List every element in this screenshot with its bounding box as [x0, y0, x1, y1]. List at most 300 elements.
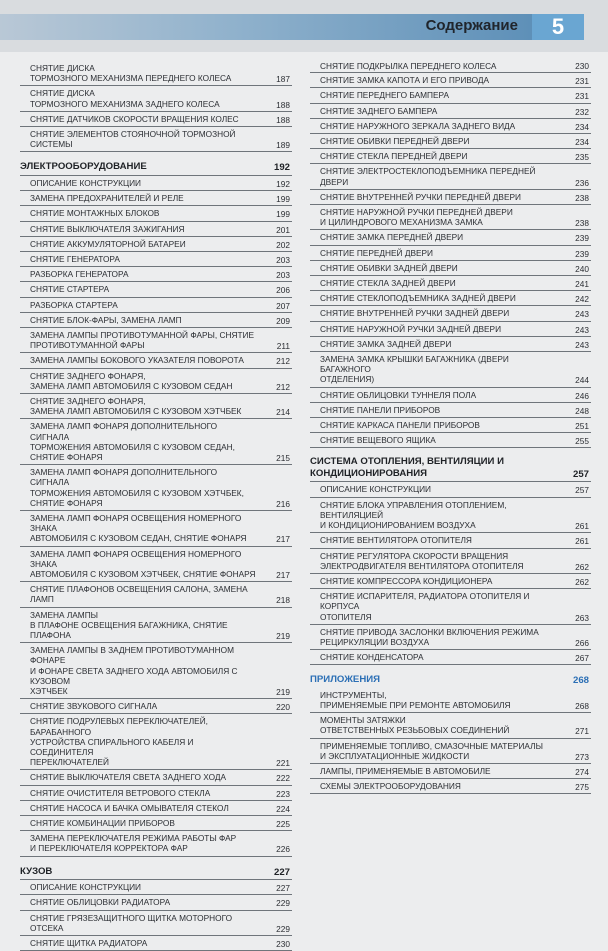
- toc-section-title: [20, 866, 292, 878]
- toc-line: ЗАМЕНА ПЕРЕКЛЮЧАТЕЛЯ РЕЖИМА РАБОТЫ ФАР: [30, 833, 237, 844]
- toc-page-number: 219: [276, 687, 290, 698]
- toc-entry: [20, 298, 292, 313]
- toc-entry-title: [20, 610, 292, 641]
- toc-page-number: 238: [575, 218, 589, 229]
- toc-entry: [20, 176, 292, 191]
- toc-entry-title: [20, 239, 292, 249]
- toc-entry: [310, 433, 591, 448]
- toc-line: СНЯТИЕ ЗАДНЕГО БАМПЕРА: [320, 105, 438, 116]
- toc-page-number: 242: [575, 294, 589, 305]
- toc-page-number: 189: [276, 140, 290, 151]
- toc-line: ИНСТРУМЕНТЫ,: [320, 689, 387, 700]
- toc-line: ЗАМЕНА ЛАМП ФОНАРЯ ОСВЕЩЕНИЯ НОМЕРНОГО ЗНАКА: [30, 548, 242, 569]
- toc-page-number: 235: [575, 152, 589, 163]
- toc-line: СНЯТИЕ КАРКАСА ПАНЕЛИ ПРИБОРОВ: [320, 420, 480, 431]
- toc-entry-title: [20, 315, 292, 325]
- toc-entry: [20, 191, 292, 206]
- toc-line: ОТДЕЛЕНИЯ): [320, 374, 375, 385]
- toc-line: СИСТЕМА ОТОПЛЕНИЯ, ВЕНТИЛЯЦИИ И: [310, 456, 504, 468]
- toc-page-number: 227: [273, 866, 290, 878]
- toc-line: СНЯТИЕ АККУМУЛЯТОРНОЙ БАТАРЕИ: [30, 238, 186, 249]
- toc-line: СНЯТИЕ ОБЛИЦОВКИ РАДИАТОРА: [30, 897, 171, 908]
- toc-page-number: 222: [276, 773, 290, 784]
- toc-page-number: 230: [276, 939, 290, 949]
- toc-line: И ЦИЛИНДРОВОГО МЕХАНИЗМА ЗАМКА: [320, 217, 483, 228]
- toc-page-number: 266: [575, 637, 589, 648]
- toc-page-number: 192: [276, 178, 290, 189]
- toc-line: СНЯТИЕ ДАТЧИКОВ СКОРОСТИ ВРАЩЕНИЯ КОЛЕС: [30, 113, 239, 124]
- toc-entry-title: [310, 551, 591, 571]
- toc-page-number: 215: [276, 452, 290, 463]
- toc-page-number: 218: [276, 595, 290, 606]
- toc-entry: [20, 547, 292, 583]
- toc-entry: [310, 403, 591, 418]
- toc-entry: [310, 190, 591, 205]
- toc-entry-title: [20, 897, 292, 907]
- toc-line: РАЗБОРКА СТАРТЕРА: [30, 299, 118, 310]
- toc-line: СНЯТИЕ КОНДЕНСАТОРА: [320, 652, 424, 663]
- toc-line: КОНДИЦИОНИРОВАНИЯ: [310, 467, 427, 479]
- toc-page-number: 188: [276, 99, 290, 110]
- toc-line: ТОРМОЗНОГО МЕХАНИЗМА ПЕРЕДНЕГО КОЛЕСА: [30, 73, 232, 84]
- toc-line: СНЯТИЕ ФОНАРЯ: [30, 497, 103, 508]
- toc-entry-title: [310, 278, 591, 288]
- toc-line: МОМЕНТЫ ЗАТЯЖКИ: [320, 715, 406, 726]
- toc-entry: [310, 739, 591, 764]
- toc-line: СНЯТИЕ ОБИВКИ ПЕРЕДНЕЙ ДВЕРИ: [320, 136, 470, 147]
- toc-entry: [310, 688, 591, 713]
- toc-entry: [310, 164, 591, 189]
- toc-line: ТОРМОЖЕНИЯ АВТОМОБИЛЯ С КУЗОВОМ ХЭТЧБЕК,: [30, 487, 244, 498]
- toc-entry: [310, 134, 591, 149]
- toc-entry-title: [20, 584, 292, 604]
- toc-entry: [20, 353, 292, 368]
- toc-right-column: [310, 61, 591, 794]
- toc-left-column: [20, 61, 292, 951]
- toc-line: СНЯТИЕ ЭЛЕКТРОСТЕКЛОПОДЪЕМНИКА ПЕРЕДНЕЙ ДВЕРИ: [320, 166, 536, 187]
- toc-entry: [310, 589, 591, 625]
- toc-line: РАЗБОРКА ГЕНЕРАТОРА: [30, 269, 129, 280]
- toc-page-number: 257: [575, 485, 589, 496]
- toc-entry-title: [20, 803, 292, 813]
- toc-line: ЛАМПЫ, ПРИМЕНЯЕМЫЕ В АВТОМОБИЛЕ: [320, 766, 491, 777]
- toc-entry: [310, 533, 591, 548]
- toc-entry-title: [310, 484, 591, 494]
- toc-line: ОПИСАНИЕ КОНСТРУКЦИИ: [30, 882, 142, 893]
- toc-page-number: 206: [276, 285, 290, 296]
- page-number: 5: [532, 14, 584, 40]
- toc-entry-title: [20, 330, 292, 350]
- toc-entry: [310, 625, 591, 650]
- toc-entry: [310, 388, 591, 403]
- toc-entry-title: [310, 420, 591, 430]
- toc-line: СНЯТИЕ СТЕКЛА ПЕРЕДНЕЙ ДВЕРИ: [320, 151, 468, 162]
- toc-line: СНЯТИЕ БЛОК-ФАРЫ, ЗАМЕНА ЛАМП: [30, 314, 182, 325]
- toc-line: ЗАМЕНА ЛАМП АВТОМОБИЛЯ С КУЗОВОМ СЕДАН: [30, 380, 233, 391]
- toc-line: СНЯТИЕ СТАРТЕРА: [30, 284, 110, 295]
- toc-entry-title: [20, 300, 292, 310]
- toc-page-number: 188: [276, 114, 290, 125]
- toc-entry-title: [310, 121, 591, 131]
- toc-line: СНЯТИЕ ИСПАРИТЕЛЯ, РАДИАТОРА ОТОПИТЕЛЯ И КОРПУСА: [320, 591, 530, 612]
- toc-entry-title: [20, 701, 292, 711]
- toc-line: СНЯТИЕ СТЕКЛА ЗАДНЕЙ ДВЕРИ: [320, 278, 456, 289]
- toc-line: И ПЕРЕКЛЮЧАТЕЛЯ КОРРЕКТОРА ФАР: [30, 843, 188, 854]
- toc-section-title: [20, 161, 292, 173]
- toc-entry: [20, 267, 292, 282]
- toc-section: [20, 152, 292, 176]
- toc-entry-title: [310, 166, 591, 186]
- toc-entry-title: [310, 781, 591, 791]
- toc-section: [20, 857, 292, 881]
- toc-line: ПРОТИВОТУМАННОЙ ФАРЫ: [30, 340, 145, 351]
- toc-line: СНЯТИЕ КОМПРЕССОРА КОНДИЦИОНЕРА: [320, 575, 493, 586]
- toc-entry-title: [310, 207, 591, 227]
- toc-entry: [20, 394, 292, 419]
- toc-line: СНЯТИЕ ВЕНТИЛЯТОРА ОТОПИТЕЛЯ: [320, 535, 472, 546]
- toc-entry-title: [310, 106, 591, 116]
- header-title: Содержание: [425, 17, 518, 34]
- toc-page-number: 238: [575, 192, 589, 203]
- toc-entry: [310, 261, 591, 276]
- toc-entry-title: [310, 405, 591, 415]
- toc-page-number: 227: [276, 883, 290, 894]
- toc-page-number: 217: [276, 570, 290, 581]
- toc-entry-title: [20, 772, 292, 782]
- toc-entry-title: [310, 293, 591, 303]
- toc-line: ЭЛЕКТРОДВИГАТЕЛЯ ВЕНТИЛЯТОРА ОТОПИТЕЛЯ: [320, 560, 524, 571]
- toc-entry-title: [20, 938, 292, 948]
- toc-page-number: 231: [575, 91, 589, 102]
- toc-entry: [20, 880, 292, 895]
- toc-entry: [310, 230, 591, 245]
- toc-page-number: 267: [575, 653, 589, 664]
- toc-line: ТОРМОЖЕНИЯ АВТОМОБИЛЯ С КУЗОВОМ СЕДАН,: [30, 441, 235, 452]
- toc-entry: [310, 119, 591, 134]
- toc-entry-title: [20, 913, 292, 933]
- toc-entry: [310, 322, 591, 337]
- toc-entry: [20, 801, 292, 816]
- toc-line: ЗАМЕНА ЛАМП ФОНАРЯ ДОПОЛНИТЕЛЬНОГО СИГНАЛА: [30, 467, 218, 488]
- toc-entry: [20, 112, 292, 127]
- toc-line: ПРИМЕНЯЕМЫЕ ТОПЛИВО, СМАЗОЧНЫЕ МАТЕРИАЛЫ: [320, 740, 543, 751]
- toc-entry: [310, 337, 591, 352]
- toc-entry-title: [310, 535, 591, 545]
- toc-entry-title: [310, 61, 591, 71]
- toc-page-number: 199: [276, 194, 290, 205]
- toc-entry-title: [310, 90, 591, 100]
- toc-entry: [20, 313, 292, 328]
- toc-entry-title: [310, 232, 591, 242]
- toc-entry-title: [310, 308, 591, 318]
- toc-line: КУЗОВ: [20, 865, 53, 877]
- toc-entry-title: [310, 766, 591, 776]
- toc-entry: [20, 369, 292, 394]
- toc-entry: [20, 127, 292, 152]
- toc-page-number: 236: [575, 177, 589, 188]
- toc-entry-title: [310, 263, 591, 273]
- toc-entry: [310, 650, 591, 665]
- toc-page-number: 248: [575, 405, 589, 416]
- toc-page-number: 199: [276, 209, 290, 220]
- toc-entry-title: [20, 254, 292, 264]
- toc-page-number: 203: [276, 270, 290, 281]
- toc-page-number: 239: [575, 248, 589, 259]
- toc-line: СНЯТИЕ ЗАМКА ЗАДНЕЙ ДВЕРИ: [320, 338, 452, 349]
- toc-line: ОПИСАНИЕ КОНСТРУКЦИИ: [320, 484, 432, 495]
- toc-entry-title: [20, 129, 292, 149]
- toc-entry: [310, 498, 591, 534]
- toc-entry-title: [20, 645, 292, 696]
- toc-entry-title: [310, 151, 591, 161]
- toc-line: СНЯТИЕ НАСОСА И БАЧКА ОМЫВАТЕЛЯ СТЕКОЛ: [30, 802, 229, 813]
- toc-entry: [310, 549, 591, 574]
- toc-line: СНЯТИЕ КОМБИНАЦИИ ПРИБОРОВ: [30, 818, 175, 829]
- toc-page-number: 214: [276, 407, 290, 418]
- toc-page-number: 231: [575, 76, 589, 87]
- toc-page-number: 243: [575, 339, 589, 350]
- toc-page-number: 216: [276, 498, 290, 509]
- toc-line: В ПЛАФОНЕ ОСВЕЩЕНИЯ БАГАЖНИКА, СНЯТИЕ ПЛАФОНА: [30, 619, 228, 641]
- toc-entry: [20, 831, 292, 856]
- toc-line: ПРИЛОЖЕНИЯ: [310, 674, 381, 686]
- toc-line: ЗАМЕНА ЛАМПЫ: [30, 609, 99, 620]
- toc-entry: [310, 418, 591, 433]
- toc-page-number: 261: [575, 536, 589, 547]
- toc-line: СНЯТИЕ ВНУТРЕННЕЙ РУЧКИ ПЕРЕДНЕЙ ДВЕРИ: [320, 191, 521, 202]
- toc-page-number: 217: [276, 534, 290, 545]
- toc-page-number: 234: [575, 121, 589, 132]
- toc-line: СНЯТИЕ СТЕКЛОПОДЪЕМНИКА ЗАДНЕЙ ДВЕРИ: [320, 293, 516, 304]
- toc-page-number: 223: [276, 788, 290, 799]
- toc-entry: [310, 246, 591, 261]
- toc-line: ОТВЕТСТВЕННЫХ РЕЗЬБОВЫХ СОЕДИНЕНИЙ: [320, 725, 510, 736]
- toc-entry: [310, 764, 591, 779]
- toc-entry: [20, 699, 292, 714]
- toc-entry: [20, 643, 292, 699]
- toc-section-title: [310, 456, 591, 479]
- toc-page-number: 241: [575, 279, 589, 290]
- toc-entry: [20, 582, 292, 607]
- toc-page-number: 261: [575, 521, 589, 532]
- toc-page-number: 209: [276, 315, 290, 326]
- toc-entry-title: [310, 435, 591, 445]
- toc-entry-title: [310, 690, 591, 710]
- toc-entry: [20, 770, 292, 785]
- toc-section: [310, 665, 591, 688]
- toc-line: АВТОМОБИЛЯ С КУЗОВОМ ХЭТЧБЕК, СНЯТИЕ ФОНАРЯ: [30, 569, 256, 580]
- toc-entry-title: [310, 136, 591, 146]
- toc-entry: [310, 291, 591, 306]
- toc-page-number: 212: [276, 381, 290, 392]
- toc-entry-title: [310, 652, 591, 662]
- toc-entry-title: [20, 63, 292, 83]
- toc-entry-title: [20, 467, 292, 508]
- toc-entry-title: [20, 193, 292, 203]
- toc-entry: [310, 779, 591, 794]
- toc-entry: [310, 352, 591, 388]
- toc-entry-title: [20, 549, 292, 580]
- toc-entry-title: [20, 224, 292, 234]
- toc-line: СНЯТИЕ ОБИВКИ ЗАДНЕЙ ДВЕРИ: [320, 262, 458, 273]
- toc-line: СНЯТИЕ НАРУЖНОЙ РУЧКИ ЗАДНЕЙ ДВЕРИ: [320, 323, 502, 334]
- toc-entry-title: [20, 421, 292, 462]
- toc-line: СНЯТИЕ ПОДРУЛЕВЫХ ПЕРЕКЛЮЧАТЕЛЕЙ, БАРАБАННОГО: [30, 716, 208, 737]
- toc-entry: [20, 61, 292, 86]
- toc-entry-title: [310, 339, 591, 349]
- toc-page-number: 219: [276, 631, 290, 642]
- toc-entry: [310, 574, 591, 589]
- toc-entry-title: [20, 833, 292, 853]
- toc-page-number: 230: [575, 61, 589, 71]
- toc-entry: [310, 73, 591, 88]
- toc-entry: [310, 276, 591, 291]
- toc-line: УСТРОЙСТВА СПИРАЛЬНОГО КАБЕЛЯ И СОЕДИНИТЕЛЯ: [30, 736, 194, 758]
- toc-page-number: 229: [276, 923, 290, 934]
- toc-line: ПЕРЕКЛЮЧАТЕЛЕЙ: [30, 757, 109, 768]
- toc-line: СНЯТИЕ ВЫКЛЮЧАТЕЛЯ СВЕТА ЗАДНЕГО ХОДА: [30, 772, 226, 783]
- toc-page-number: 203: [276, 254, 290, 265]
- toc-line: СНЯТИЕ НАРУЖНОЙ РУЧКИ ПЕРЕДНЕЙ ДВЕРИ: [320, 207, 513, 218]
- toc-entry: [20, 895, 292, 910]
- toc-page-number: 224: [276, 803, 290, 814]
- toc-line: АВТОМОБИЛЯ С КУЗОВОМ СЕДАН, СНЯТИЕ ФОНАРЯ: [30, 533, 247, 544]
- toc-line: СНЯТИЕ ЗВУКОВОГО СИГНАЛА: [30, 701, 158, 712]
- toc-line: РЕЦИРКУЛЯЦИИ ВОЗДУХА: [320, 636, 430, 647]
- toc-page-number: 268: [575, 701, 589, 712]
- toc-entry: [20, 714, 292, 770]
- toc-entry: [20, 222, 292, 237]
- toc-entry-title: [310, 715, 591, 735]
- toc-line: СНЯТИЕ ПЕРЕДНЕГО БАМПЕРА: [320, 90, 450, 101]
- toc-line: ОТОПИТЕЛЯ: [320, 611, 372, 622]
- toc-entry-title: [20, 371, 292, 391]
- toc-line: СНЯТИЕ ОБЛИЦОВКИ ТУННЕЛЯ ПОЛА: [320, 389, 477, 400]
- toc-line: СНЯТИЕ ДИСКА: [30, 63, 95, 73]
- toc-entry: [310, 149, 591, 164]
- toc-line: ХЭТЧБЕК: [30, 686, 68, 697]
- toc-page-number: 251: [575, 421, 589, 432]
- toc-page-number: 232: [575, 106, 589, 117]
- toc-entry: [20, 786, 292, 801]
- toc-entry: [20, 511, 292, 547]
- toc-entry-title: [310, 248, 591, 258]
- toc-entry-title: [310, 75, 591, 85]
- toc-entry-title: [20, 355, 292, 365]
- toc-entry: [20, 328, 292, 353]
- toc-line: И ФОНАРЕ СВЕТА ЗАДНЕГО ХОДА АВТОМОБИЛЯ С КУЗОВОМ: [30, 665, 238, 686]
- toc-line: И КОНДИЦИОНИРОВАНИЕМ ВОЗДУХА: [320, 520, 476, 531]
- toc-entry-title: [20, 269, 292, 279]
- toc-entry: [20, 816, 292, 831]
- toc-page-number: 243: [575, 309, 589, 320]
- toc-line: ЗАМЕНА ЛАМПЫ БОКОВОГО УКАЗАТЕЛЯ ПОВОРОТА: [30, 355, 244, 366]
- toc-entry: [20, 419, 292, 465]
- toc-line: СНЯТИЕ НАРУЖНОГО ЗЕРКАЛА ЗАДНЕГО ВИДА: [320, 120, 516, 131]
- toc-page-number: 221: [276, 758, 290, 769]
- toc-entry: [310, 713, 591, 738]
- toc-line: ЗАМЕНА ЛАМПЫ ПРОТИВОТУМАННОЙ ФАРЫ, СНЯТИЕ: [30, 329, 255, 340]
- toc-entry-title: [310, 741, 591, 761]
- toc-page-number: 220: [276, 702, 290, 713]
- toc-entry-title: [20, 88, 292, 108]
- toc-page-number: 246: [575, 390, 589, 401]
- toc-entry: [310, 205, 591, 230]
- toc-entry-title: [310, 627, 591, 647]
- toc-page-number: 211: [276, 341, 290, 352]
- toc-entry: [20, 936, 292, 951]
- toc-entry-title: [310, 500, 591, 531]
- toc-entry-title: [20, 513, 292, 544]
- toc-section-title: [310, 674, 591, 686]
- toc-line: СНЯТИЕ ГРЯЗЕЗАЩИТНОГО ЩИТКА МОТОРНОГО ОТСЕКА: [30, 912, 233, 933]
- toc-entry: [20, 252, 292, 267]
- toc-entry: [310, 104, 591, 119]
- toc-page-number: 244: [575, 375, 589, 386]
- toc-entry-title: [310, 591, 591, 622]
- toc-entry-title: [310, 390, 591, 400]
- toc-entry: [20, 86, 292, 111]
- toc-page-number: 274: [575, 767, 589, 778]
- toc-line: СНЯТИЕ ПЕРЕДНЕЙ ДВЕРИ: [320, 247, 434, 258]
- toc-line: СНЯТИЕ ЗАМКА КАПОТА И ЕГО ПРИВОДА: [320, 75, 490, 86]
- toc-entry-title: [20, 882, 292, 892]
- toc-line: СНЯТИЕ ДИСКА: [30, 88, 95, 99]
- toc-line: СНЯТИЕ ГЕНЕРАТОРА: [30, 253, 120, 264]
- toc-page-number: 271: [575, 726, 589, 737]
- toc-page-number: 243: [575, 324, 589, 335]
- toc-line: СНЯТИЕ ЗАМКА ПЕРЕДНЕЙ ДВЕРИ: [320, 232, 464, 243]
- toc-page-number: 187: [276, 74, 290, 85]
- toc-page-number: 262: [575, 561, 589, 572]
- toc-line: СНЯТИЕ ЗАДНЕГО ФОНАРЯ,: [30, 370, 146, 381]
- toc-line: ЭЛЕКТРООБОРУДОВАНИЕ: [20, 161, 147, 173]
- toc-entry-title: [20, 716, 292, 767]
- toc-line: СНЯТИЕ ПЛАФОНОВ ОСВЕЩЕНИЯ САЛОНА, ЗАМЕНА ЛАМП: [30, 584, 248, 605]
- toc-page-number: 234: [575, 137, 589, 148]
- toc-page-number: 212: [276, 356, 290, 367]
- toc-page-number: 275: [575, 782, 589, 793]
- toc-line: И ЭКСПЛУАТАЦИОННЫЕ ЖИДКОСТИ: [320, 750, 470, 761]
- toc-entry: [20, 911, 292, 936]
- toc-entry: [20, 206, 292, 221]
- page-header: [0, 0, 608, 52]
- toc-line: СНЯТИЕ ЭЛЕМЕНТОВ СТОЯНОЧНОЙ ТОРМОЗНОЙ СИСТЕМЫ: [30, 129, 236, 150]
- toc-page-number: 273: [575, 751, 589, 762]
- toc-entry-title: [310, 576, 591, 586]
- toc-page-number: 263: [575, 612, 589, 623]
- toc-line: ПРИМЕНЯЕМЫЕ ПРИ РЕМОНТЕ АВТОМОБИЛЯ: [320, 700, 511, 711]
- toc-line: СНЯТИЕ ПАНЕЛИ ПРИБОРОВ: [320, 404, 441, 415]
- toc-line: ЗАМЕНА ЗАМКА КРЫШКИ БАГАЖНИКА (ДВЕРИ БАГАЖНОГО: [320, 354, 509, 375]
- toc-line: ЗАМЕНА ЛАМП ФОНАРЯ ДОПОЛНИТЕЛЬНОГО СИГНАЛА: [30, 421, 218, 442]
- toc-page-number: 262: [575, 576, 589, 587]
- toc-line: ОПИСАНИЕ КОНСТРУКЦИИ: [30, 177, 142, 188]
- toc-line: СНЯТИЕ ПОДКРЫЛКА ПЕРЕДНЕГО КОЛЕСА: [320, 61, 497, 71]
- toc-line: ТОРМОЗНОГО МЕХАНИЗМА ЗАДНЕГО КОЛЕСА: [30, 98, 220, 109]
- toc-page-number: 229: [276, 898, 290, 909]
- toc-entry: [20, 608, 292, 644]
- toc-page-number: 201: [276, 224, 290, 235]
- toc-line: СНЯТИЕ ЗАДНЕГО ФОНАРЯ,: [30, 395, 146, 406]
- toc-line: ЗАМЕНА ЛАМП ФОНАРЯ ОСВЕЩЕНИЯ НОМЕРНОГО ЗНАКА: [30, 513, 242, 534]
- toc-page-number: 202: [276, 239, 290, 250]
- toc-line: СНЯТИЕ ВНУТРЕННЕЙ РУЧКИ ЗАДНЕЙ ДВЕРИ: [320, 308, 510, 319]
- toc-entry-title: [20, 818, 292, 828]
- toc-section: [310, 448, 591, 482]
- toc-line: СНЯТИЕ ОЧИСТИТЕЛЯ ВЕТРОВОГО СТЕКЛА: [30, 787, 211, 798]
- toc-line: СНЯТИЕ МОНТАЖНЫХ БЛОКОВ: [30, 208, 160, 219]
